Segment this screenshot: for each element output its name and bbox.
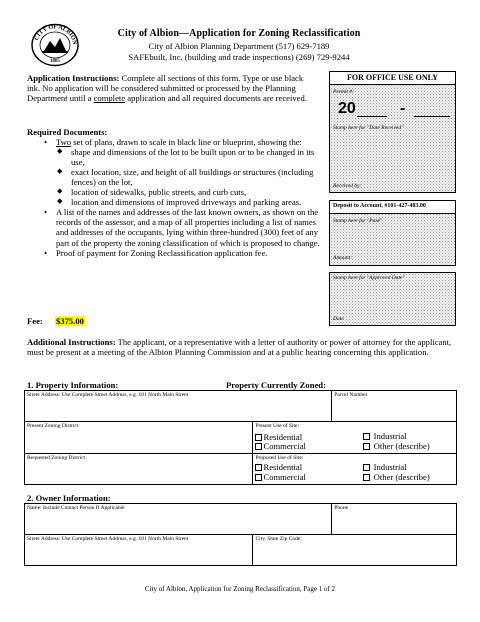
owner-name-field[interactable]	[25, 504, 332, 535]
planning-dept-contact: City of Albion Planning Department (517) 629-7189	[148, 41, 330, 51]
property-info-heading: 1. Property Information:	[27, 380, 119, 390]
required-subitem: ◆ exact location, size, and height of all buildings or structures (including fences) on the lot,	[57, 167, 314, 188]
required-item-payment: • Proof of payment for Zoning Reclassification application fee.	[44, 247, 268, 258]
present-commercial-checkbox[interactable]	[255, 443, 262, 450]
present-zoning-label: Present Zoning District	[27, 423, 79, 429]
form-title: City of Albion—Application for Zoning Reclassification	[117, 28, 361, 39]
proposed-industrial-option[interactable]: Industrial	[363, 462, 406, 472]
present-use-label: Present Use of Site:	[255, 423, 300, 429]
required-subitem: ◆ location and dimensions of improved driveways and parking areas.	[57, 197, 302, 208]
proposed-commercial-option[interactable]: Commercial	[255, 472, 305, 482]
proposed-other-checkbox[interactable]	[363, 474, 370, 481]
street-address-label: Street Address: Use Complete Street Address, e.g. 101 North Main Street	[27, 392, 189, 398]
proposed-use-field	[253, 454, 457, 485]
present-other-checkbox[interactable]	[363, 443, 370, 450]
present-residential-checkbox[interactable]	[255, 434, 262, 441]
fee-amount: $375.00	[56, 316, 84, 326]
property-info-table	[24, 390, 457, 422]
present-use-field	[253, 422, 457, 454]
permit-label: Permit #:	[333, 89, 354, 95]
required-subitem: ◆ location of sidewalks, public streets, and curb cuts,	[57, 187, 247, 198]
permit-year-prefix: 20	[338, 100, 356, 117]
proposed-use-label: Proposed Use of Site:	[255, 455, 304, 461]
owner-info-heading: 2. Owner Information:	[27, 493, 111, 503]
owner-name-label: Name: Include Contact Person If Applicable	[27, 505, 125, 511]
svg-text:CITY OF ALBION: CITY OF ALBION	[33, 24, 78, 46]
instructions-complete: complete	[93, 93, 126, 104]
permit-dash: -	[400, 100, 406, 117]
date-label: Date	[333, 316, 344, 322]
parcel-number-field[interactable]	[332, 391, 457, 422]
owner-city-label: City, State Zip Code:	[255, 536, 302, 542]
owner-city-field[interactable]	[253, 535, 457, 566]
property-zoned-heading: Property Currently Zoned:	[226, 380, 326, 390]
owner-phone-field[interactable]	[332, 504, 457, 535]
present-zoning-field[interactable]	[25, 422, 253, 454]
approved-box	[329, 272, 456, 326]
permit-number-line[interactable]	[414, 116, 450, 117]
application-instructions	[27, 73, 317, 104]
deposit-account-title: Deposit to Account, #101-427-483.00	[330, 201, 455, 214]
owner-street-label: Street Address: Use Complete Street Address, e.g. 101 North Main Street	[27, 536, 189, 542]
fee	[27, 316, 84, 326]
page-footer: City of Albion, Application for Zoning Reclassification, Page 1 of 2	[144, 585, 336, 593]
present-industrial-checkbox[interactable]	[363, 433, 370, 440]
present-commercial-option[interactable]: Commercial	[255, 441, 305, 451]
office-use-title: FOR OFFICE USE ONLY	[330, 72, 455, 85]
parcel-number-label: Parcel Number	[334, 392, 368, 398]
office-use-box	[329, 71, 456, 193]
permit-year-line[interactable]	[357, 116, 387, 117]
owner-info-table	[24, 503, 457, 535]
additional-instructions	[27, 337, 452, 357]
present-residential-option[interactable]: Residential	[255, 432, 302, 442]
requested-zoning-field[interactable]	[25, 454, 253, 485]
svg-text:1885: 1885	[50, 59, 60, 64]
required-subitem: ◆ shape and dimensions of the lot to be built upon or to be changed in its use,	[57, 147, 315, 168]
stamp-received-label: Stamp here for "Date Received"	[333, 125, 404, 131]
deposit-box	[329, 200, 456, 266]
additional-label: Additional Instructions:	[27, 337, 116, 347]
required-documents	[27, 127, 322, 258]
header	[88, 28, 390, 63]
present-other-option[interactable]: Other (describe)	[363, 441, 429, 451]
received-by-label: Received by:	[333, 183, 362, 189]
amount-label: Amount:	[333, 255, 352, 261]
city-seal-logo	[30, 23, 80, 67]
proposed-residential-checkbox[interactable]	[255, 464, 262, 471]
safebuilt-contact: SAFEbuilt, Inc. (building and trade inspections) (269) 729-9244	[128, 52, 350, 63]
stamp-paid-label: Stamp here for "Paid"	[333, 218, 382, 224]
proposed-other-option[interactable]: Other (describe)	[363, 472, 429, 482]
required-item-plans: • Two set of plans, drawn to scale in black line or blueprint, showing the:	[44, 137, 302, 148]
fee-label: Fee:	[27, 316, 43, 326]
instructions-text-a: Complete all sections of this form. Type or use black ink. No application will be considered submitted or processed by the Planning Department until a	[27, 73, 304, 104]
present-industrial-option[interactable]: Industrial	[363, 431, 406, 441]
required-item-owners-list: • A list of the names and addresses of the last known owners, as shown on the records of the assessor, and a map of all properties including a list of names and addresses of the occupants, lying within three-hundred (300) feet of any part of the property the zoning classification of which is proposed to change.	[44, 207, 320, 248]
owner-address-table	[24, 534, 457, 566]
requested-zoning-label: Requested Zoning District	[27, 455, 86, 461]
street-address-field[interactable]	[25, 391, 332, 422]
instructions-label: Application Instructions:	[27, 73, 120, 83]
additional-text: The applicant, or a representative with a letter of authority or power of attorney for the applicant, must be present at a meeting of the Albion Planning Commission and at a public hearing concerning this application.	[27, 337, 452, 358]
proposed-residential-option[interactable]: Residential	[255, 462, 302, 472]
instructions-text-b: application and all required documents are received.	[125, 93, 307, 104]
owner-street-field[interactable]	[25, 535, 253, 566]
stamp-approved-label: Stamp here for "Approved Date"	[333, 275, 405, 281]
zoning-table	[24, 421, 457, 485]
proposed-commercial-checkbox[interactable]	[255, 474, 262, 481]
proposed-industrial-checkbox[interactable]	[363, 464, 370, 471]
owner-phone-label: Phone	[334, 505, 349, 511]
required-heading: Required Documents:	[27, 127, 108, 137]
